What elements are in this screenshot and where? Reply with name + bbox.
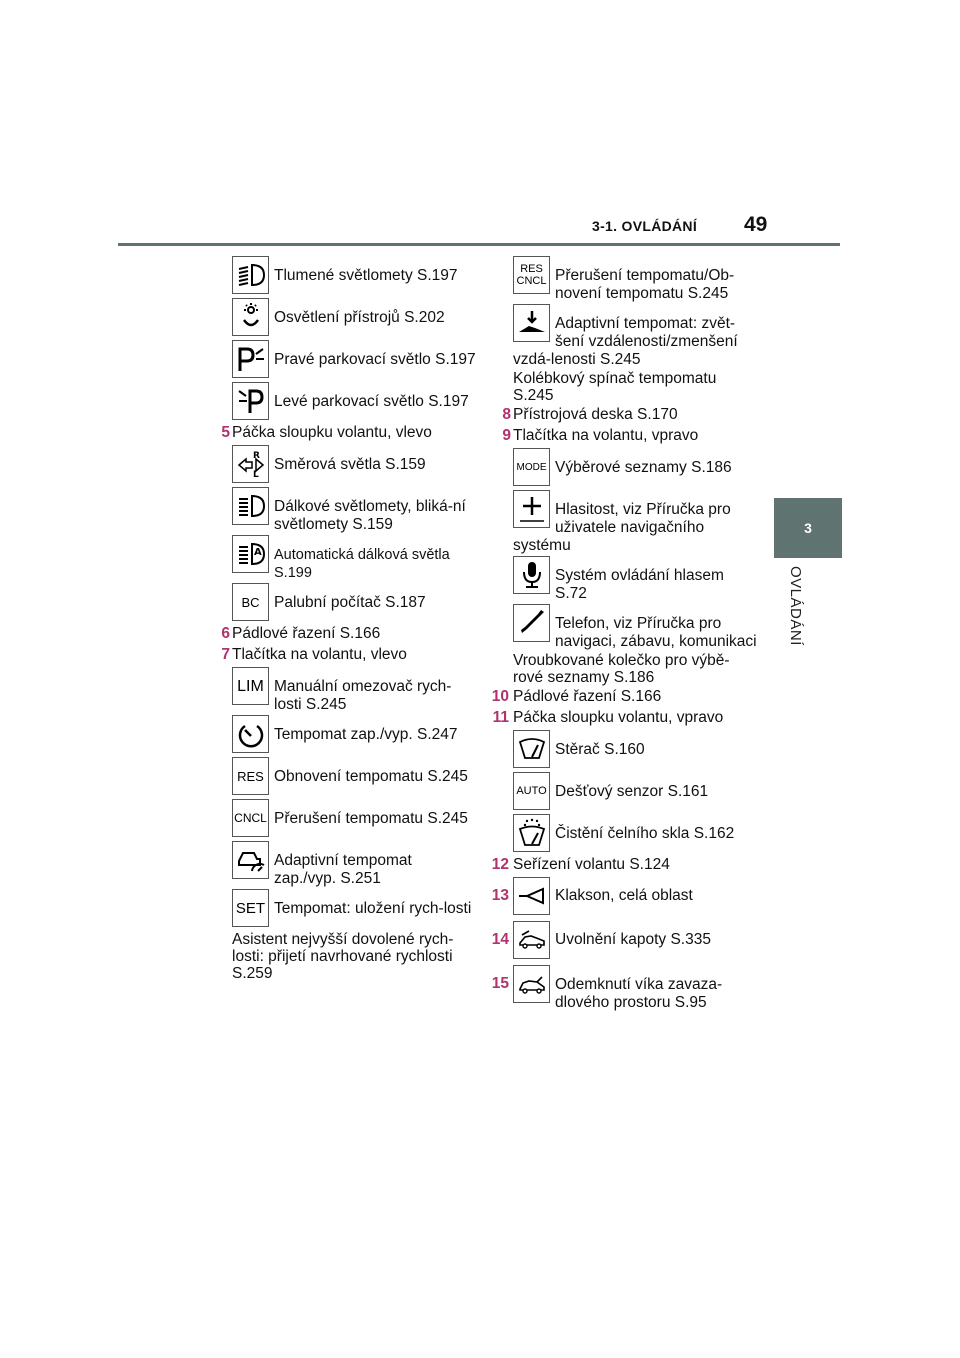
- microphone-icon: [513, 556, 550, 594]
- item-text: Páčka sloupku volantu, vlevo: [232, 424, 432, 441]
- item-text: Pádlové řazení S.166: [513, 688, 662, 705]
- item-text: Stěrač S.160: [555, 741, 645, 758]
- auto-icon: AUTO: [513, 772, 550, 810]
- set-icon: SET: [232, 889, 269, 927]
- bc-icon: BC: [232, 583, 269, 621]
- list-item: [491, 688, 758, 705]
- item-text: Levé parkovací světlo S.197: [274, 393, 469, 410]
- item-number: 6: [221, 625, 230, 642]
- list-item: [513, 490, 758, 555]
- list-item: [232, 256, 477, 297]
- item-text: Přerušení tempomatu/Ob-novení tempomatu S.245: [555, 267, 735, 302]
- item-number: 11: [492, 709, 509, 726]
- list-item: [513, 556, 758, 603]
- list-item: [221, 625, 477, 642]
- lim-icon: LIM: [232, 667, 269, 705]
- turn-signal-icon: [232, 445, 269, 483]
- item-number: 8: [502, 406, 511, 423]
- item-text: Pravé parkovací světlo S.197: [274, 351, 476, 368]
- item-text: Dálkové světlomety, bliká-ní světlomety S.159: [274, 498, 466, 533]
- mode-icon: MODE: [513, 448, 550, 486]
- list-item: [232, 298, 477, 339]
- svg-text:A: A: [253, 547, 262, 558]
- item-text: Tlačítka na volantu, vpravo: [513, 427, 699, 444]
- list-item: [502, 427, 758, 444]
- phone-icon: [513, 604, 550, 642]
- list-item: [232, 889, 477, 930]
- list-item: [232, 757, 477, 798]
- list-item: [221, 424, 477, 441]
- item-number: 5: [221, 424, 230, 441]
- left-column: [221, 256, 477, 984]
- item-text: Manuální omezovač rych-losti S.245: [274, 678, 452, 713]
- page-number: 49: [744, 213, 768, 236]
- knurled-text: Vroubkované kolečko pro výbě-rové seznamy S.186: [513, 652, 730, 686]
- svg-text:R: R: [252, 451, 260, 461]
- list-item: [232, 340, 477, 381]
- item-number: 12: [491, 856, 509, 873]
- item-text: Hlasitost, viz Příručka pro uživatele navigačního systému: [513, 501, 731, 554]
- list-item: [513, 772, 758, 813]
- list-item: [491, 965, 758, 1012]
- header-rule: [118, 243, 840, 246]
- plus-icon: [513, 490, 550, 528]
- item-text: Přístrojová deska S.170: [513, 406, 678, 423]
- list-item: [491, 856, 758, 873]
- item-number: 13: [491, 887, 509, 904]
- item-text: Systém ovládání hlasem S.72: [555, 567, 724, 602]
- item-text: Tempomat zap./vyp. S.247: [274, 726, 458, 743]
- list-item: [491, 877, 758, 915]
- right-parking-light-icon: [232, 340, 269, 378]
- item-text: Palubní počítač S.187: [274, 594, 426, 611]
- item-text: Obnovení tempomatu S.245: [274, 768, 468, 785]
- list-item: [492, 709, 758, 726]
- item-number: 10: [491, 688, 509, 705]
- chapter-tab[interactable]: 3: [774, 498, 842, 558]
- res-icon: RES: [232, 757, 269, 795]
- item-text: Uvolnění kapoty S.335: [555, 931, 711, 948]
- horn-icon: [513, 877, 550, 915]
- list-item: [232, 535, 477, 582]
- right-column: [491, 256, 758, 1018]
- rocker-text: Kolébkový spínač tempomatu S.245: [513, 370, 717, 404]
- list-item: [232, 799, 477, 840]
- item-text: Osvětlení přístrojů S.202: [274, 309, 445, 326]
- list-item: [513, 730, 758, 771]
- item-text: Adaptivní tempomat zap./vyp. S.251: [274, 852, 412, 887]
- washer-icon: [513, 814, 550, 852]
- list-item: [232, 715, 477, 756]
- tail-text: Asistent nejvyšší dovolené rych-losti: přijetí navrhované rychlosti S.259: [232, 931, 454, 982]
- list-item: [232, 487, 477, 534]
- cncl-icon: CNCL: [232, 799, 269, 837]
- item-text: Výběrové seznamy S.186: [555, 459, 732, 476]
- list-item: [232, 583, 477, 624]
- chapter-label: OVLÁDÁNÍ: [787, 566, 804, 646]
- item-number: 9: [502, 427, 511, 444]
- wiper-icon: [513, 730, 550, 768]
- list-item: [232, 667, 477, 714]
- list-item: [232, 841, 477, 888]
- item-text: Tempomat: uložení rych-losti: [274, 900, 472, 917]
- section-title: 3-1. OVLÁDÁNÍ: [592, 218, 698, 234]
- item-text: Pádlové řazení S.166: [232, 625, 381, 642]
- item-text: Tlumené světlomety S.197: [274, 267, 458, 284]
- trunk-icon: [513, 965, 550, 1003]
- item-text: Přerušení tempomatu S.245: [274, 810, 468, 827]
- item-text: Dešťový senzor S.161: [555, 783, 709, 800]
- item-text: Seřízení volantu S.124: [513, 856, 670, 873]
- item-text: Tlačítka na volantu, vlevo: [232, 646, 407, 663]
- list-item: [513, 814, 758, 855]
- high-beam-icon: [232, 487, 269, 525]
- cruise-control-icon: [232, 715, 269, 753]
- list-item: [513, 448, 758, 489]
- low-beam-icon: [232, 256, 269, 294]
- adaptive-cruise-icon: [232, 841, 269, 879]
- instrument-light-icon: [232, 298, 269, 336]
- distance-icon: [513, 304, 550, 342]
- auto-high-beam-icon: [232, 535, 269, 573]
- item-number: 15: [491, 975, 509, 992]
- list-item: [221, 646, 477, 663]
- item-text: Klakson, celá oblast: [555, 887, 693, 904]
- left-parking-light-icon: [232, 382, 269, 420]
- item-text: Směrová světla S.159: [274, 456, 426, 473]
- list-item: [502, 406, 758, 423]
- svg-text:L: L: [252, 470, 259, 479]
- item-text: Páčka sloupku volantu, vpravo: [513, 709, 724, 726]
- hood-icon: [513, 921, 550, 959]
- list-item: [232, 445, 477, 486]
- list-item: [513, 304, 758, 369]
- res-cncl-icon: RES CNCL: [513, 256, 550, 294]
- item-text: Odemknutí víka zavaza-dlového prostoru S.95: [555, 976, 723, 1011]
- item-text: Čistění čelního skla S.162: [555, 825, 735, 842]
- item-text: Automatická dálková světla S.199: [274, 547, 450, 581]
- list-item: [513, 604, 758, 651]
- item-number: 7: [221, 646, 230, 663]
- item-text: Telefon, viz Příručka pro navigaci, zábavu, komunikaci: [555, 615, 757, 650]
- list-item: [513, 256, 758, 303]
- list-item: [491, 921, 758, 959]
- item-text: Adaptivní tempomat: zvět-šení vzdálenosti/zmenšení vzdá-lenosti S.245: [513, 315, 738, 368]
- item-number: 14: [491, 931, 509, 948]
- list-item: [232, 382, 477, 423]
